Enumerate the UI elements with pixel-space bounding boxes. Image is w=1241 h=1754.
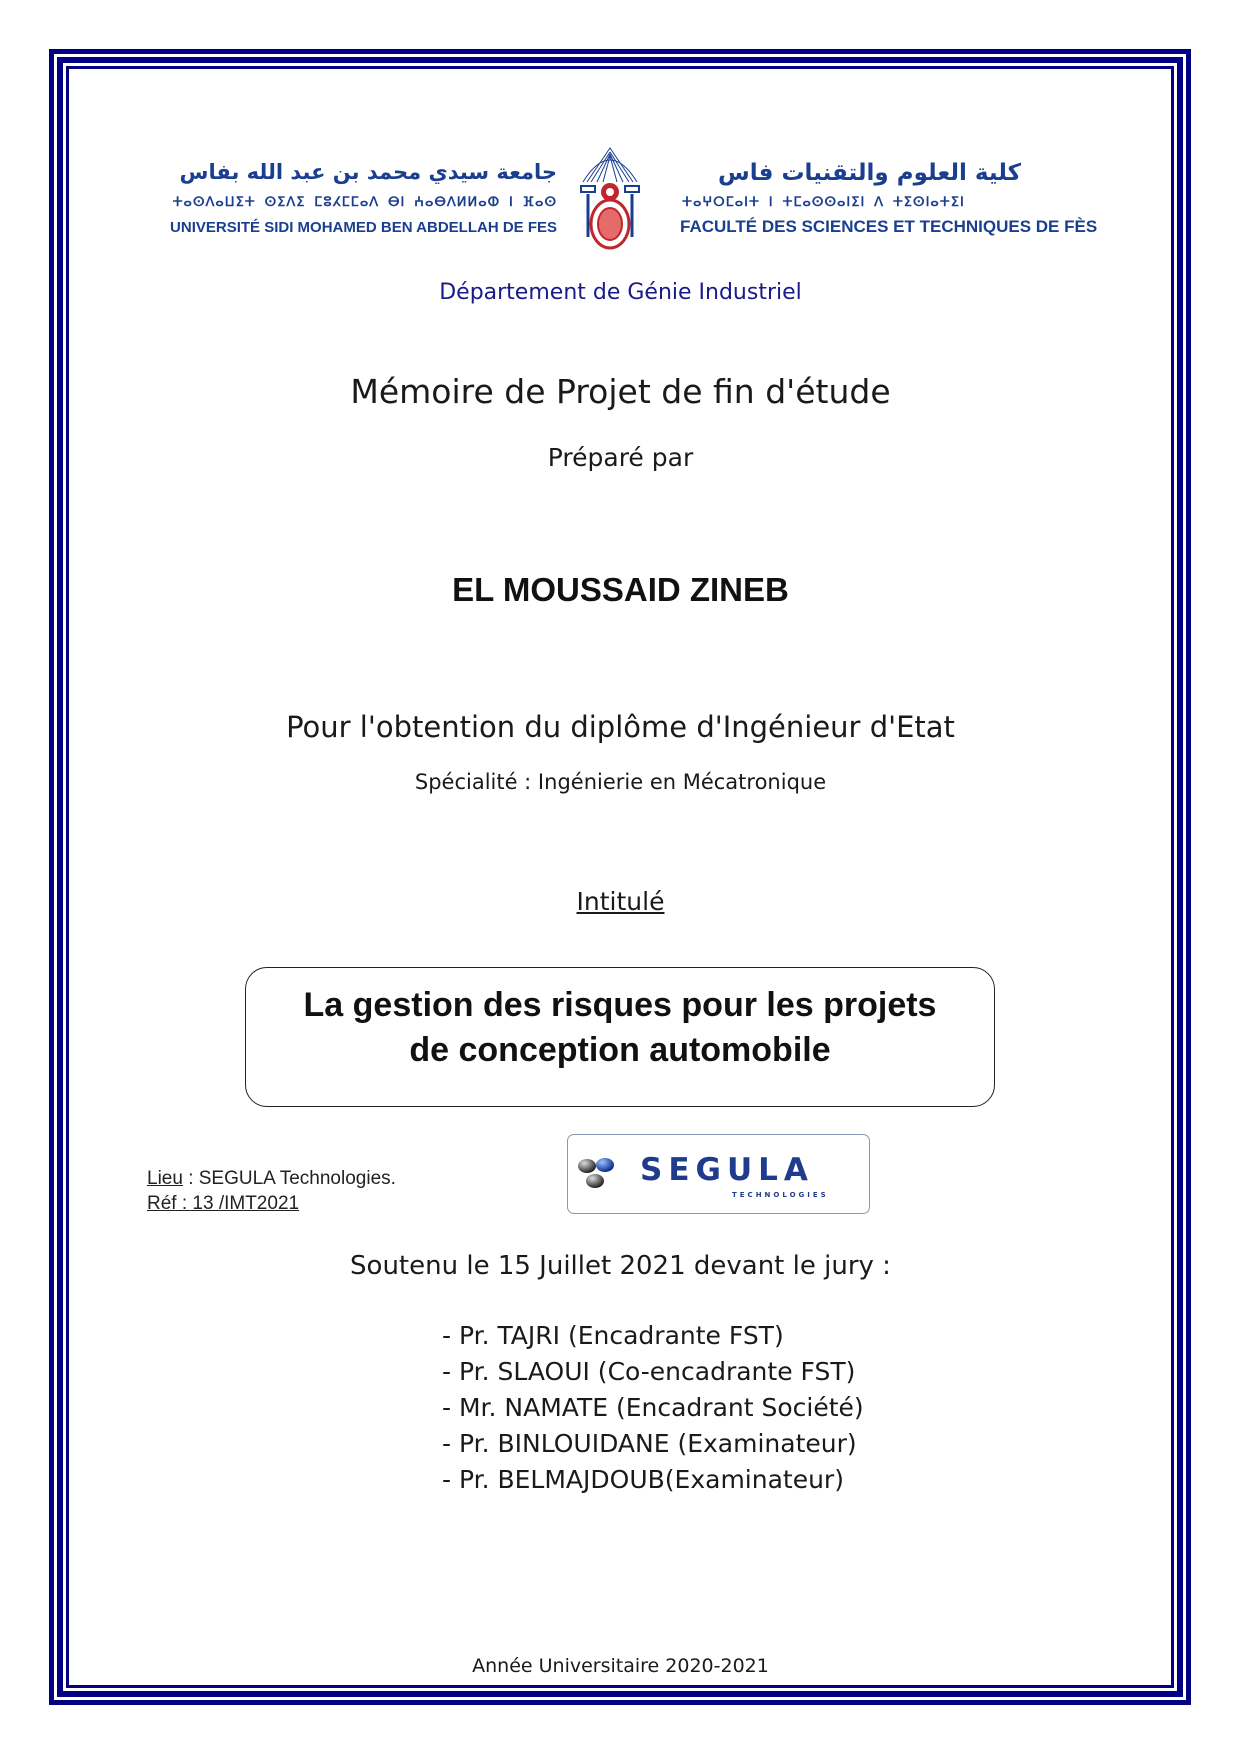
jury-member: - Pr. SLAOUI (Co-encadrante FST) [442,1357,856,1386]
defense-line: Soutenu le 15 Juillet 2021 devant le jury : [350,1251,891,1281]
segula-spheres-icon [575,1155,635,1195]
company-logo-name: SEGULA [640,1152,814,1188]
emblem-icon [577,142,643,256]
location-value: : SEGULA Technologies. [182,1168,396,1189]
university-emblem [577,142,643,256]
faculty-name-tifinagh: ⵜⴰⵖⵔⵎⴰⵏⵜ ⵏ ⵜⵎⴰⵙⵙⴰⵏⵉⵏ ⴷ ⵜⵉⵙⵏⴰⵜⵉⵏ [682,195,965,210]
company-logo-subtitle: TECHNOLOGIES [732,1191,829,1199]
faculty-name-arabic: كلية العلوم والتقنيات فاس [718,160,1022,186]
jury-member: - Mr. NAMATE (Encadrant Société) [442,1393,864,1422]
degree-line: Pour l'obtention du diplôme d'Ingénieur d'Etat [286,710,955,744]
reference: Réf : 13 /IMT2021 [147,1193,300,1214]
jury-member: - Pr. BELMAJDOUB(Examinateur) [442,1465,844,1494]
location-block [147,1166,396,1216]
thesis-title [245,983,995,1073]
thesis-title-line-2: de conception automobile [409,1031,831,1069]
department-name: Département de Génie Industriel [439,280,802,305]
title-label: Intitulé [576,887,665,916]
location-label: Lieu [147,1168,183,1189]
specialty-line: Spécialité : Ingénierie en Mécatronique [414,770,827,794]
prepared-by-label: Préparé par [547,443,694,472]
university-name-arabic: جامعة سيدي محمد بن عبد الله بفاس [179,160,557,184]
jury-member: - Pr. BINLOUIDANE (Examinateur) [442,1429,857,1458]
jury-list [442,1318,864,1498]
jury-member: - Pr. TAJRI (Encadrante FST) [442,1321,784,1350]
author-name: EL MOUSSAID ZINEB [452,571,789,608]
faculty-name-french: FACULTÉ DES SCIENCES ET TECHNIQUES DE FÈS [680,217,1098,236]
academic-year: Année Universitaire 2020-2021 [472,1655,769,1677]
thesis-title-line-1: La gestion des risques pour les projets [303,986,937,1024]
memoire-heading: Mémoire de Projet de fin d'étude [350,372,891,411]
university-name-french: UNIVERSITÉ SIDI MOHAMED BEN ABDELLAH DE FES [170,219,557,236]
university-name-tifinagh: ⵜⴰⵙⴷⴰⵡⵉⵜ ⵙⵉⴷⵉ ⵎⵓⵃⵎⵎⴰⴷ ⴱⵏ ⵄⴰⴱⴷⵍⵍⴰⵀ ⵏ ⴼⴰⵙ [172,195,557,210]
